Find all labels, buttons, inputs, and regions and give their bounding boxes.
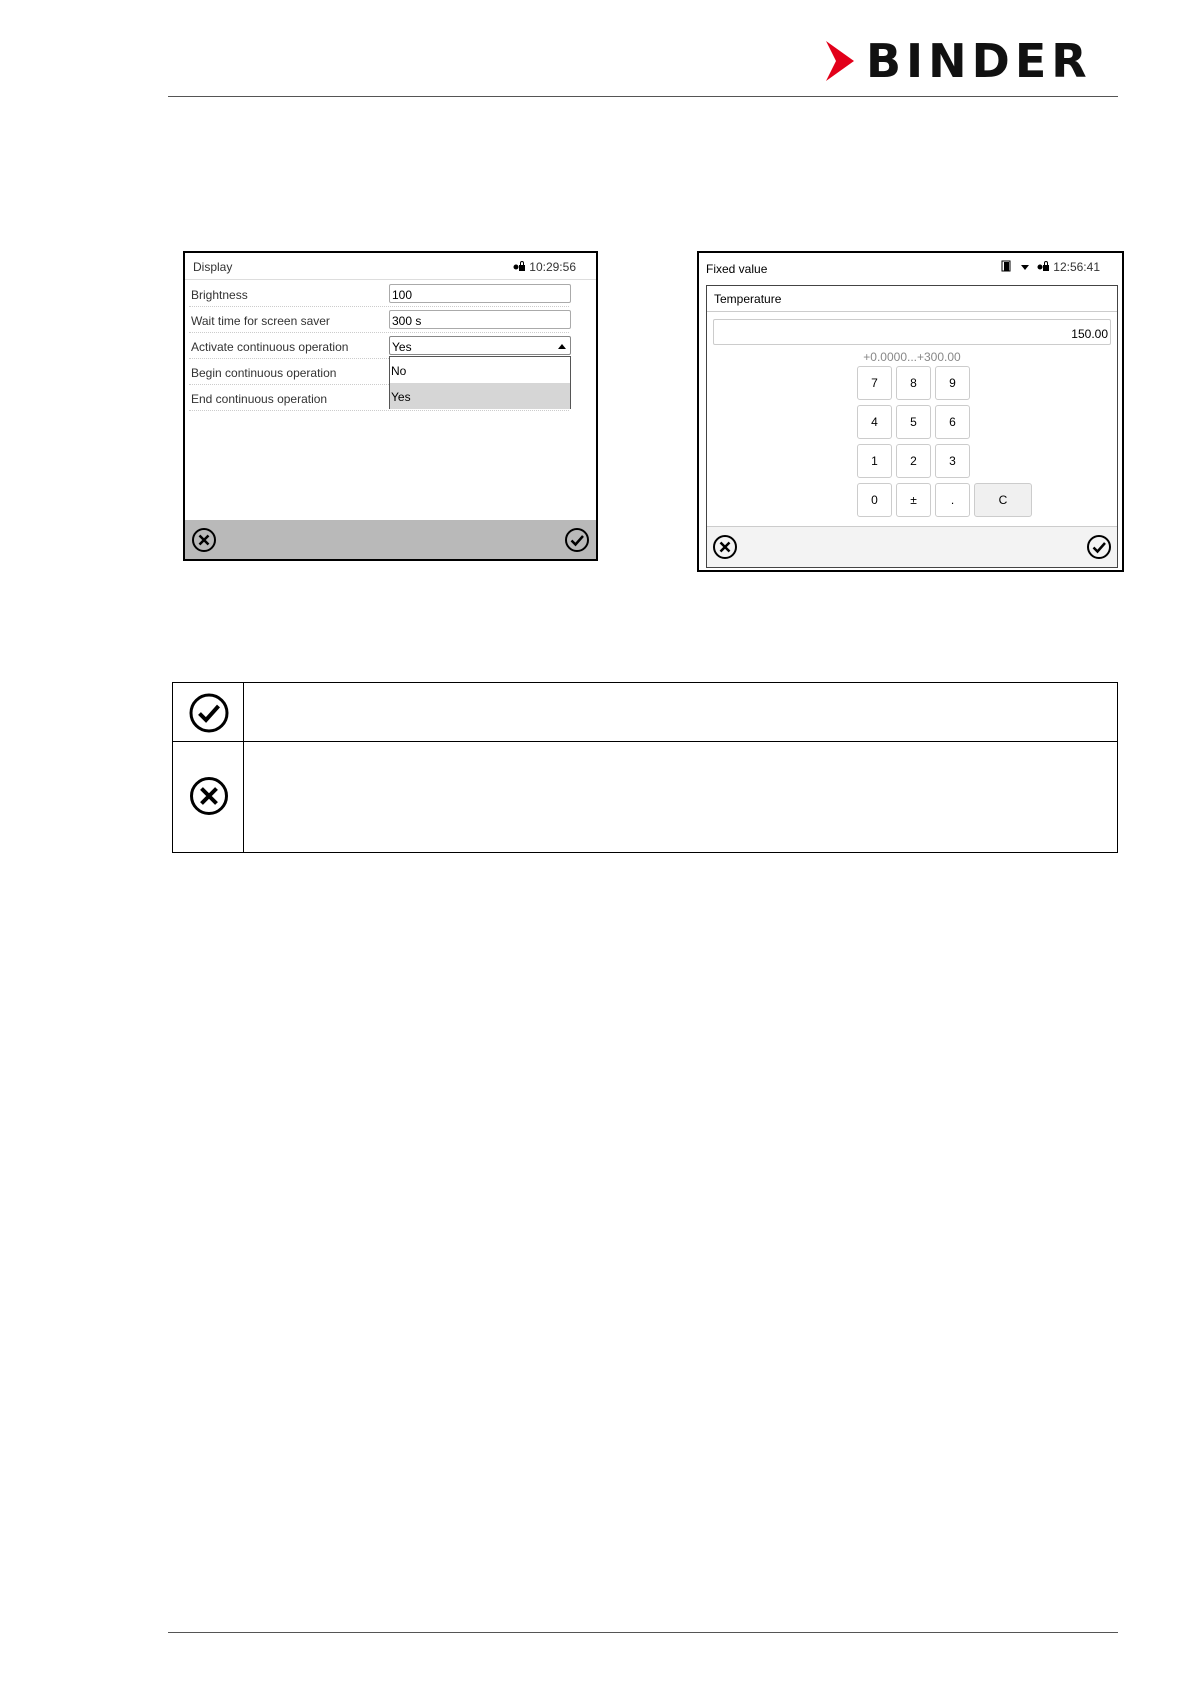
setting-label: Wait time for screen saver [191, 314, 330, 328]
keypad-key-plus-minus[interactable]: ± [896, 483, 931, 517]
keypad-key-8[interactable]: 8 [896, 366, 931, 400]
dropdown-option-no[interactable]: No [391, 364, 407, 378]
status-time [513, 260, 576, 274]
keypad-key-4[interactable]: 4 [857, 405, 892, 439]
user-lock-icon [513, 261, 526, 272]
screen-title: Display [193, 260, 233, 274]
door-icon [1001, 260, 1012, 272]
setting-label: Begin continuous operation [191, 366, 337, 380]
dropdown-option-yes[interactable]: Yes [390, 383, 570, 409]
binder-logo-mark [826, 41, 856, 81]
title-divider [185, 279, 596, 280]
setting-label: Brightness [191, 288, 248, 302]
clock-time: 10:29:56 [529, 260, 576, 274]
check-circle-icon [188, 692, 230, 734]
keypad-key-6[interactable]: 6 [935, 405, 970, 439]
x-circle-icon[interactable] [191, 527, 217, 553]
binder-logo [826, 34, 1116, 88]
value-entry-panel [706, 285, 1118, 568]
x-circle-icon[interactable] [712, 534, 738, 560]
setting-row-brightness [189, 282, 569, 307]
fixed-value-screen [697, 251, 1124, 572]
header-divider [168, 96, 1118, 97]
keypad-key-clear[interactable]: C [974, 483, 1032, 517]
display-settings-screen [183, 251, 598, 561]
keypad-key-0[interactable]: 0 [857, 483, 892, 517]
keypad-key-7[interactable]: 7 [857, 366, 892, 400]
setting-row-screensaver [189, 308, 569, 333]
screen-title: Fixed value [706, 262, 768, 276]
table-column-divider [243, 683, 244, 852]
brightness-input[interactable]: 100 [389, 284, 571, 303]
action-bar [185, 520, 596, 559]
value-range: +0.0000...+300.00 [863, 350, 961, 364]
check-circle-icon[interactable] [564, 527, 590, 553]
icon-legend-table [172, 682, 1118, 853]
keypad-key-2[interactable]: 2 [896, 444, 931, 478]
field-header [707, 286, 1117, 312]
keypad-key-3[interactable]: 3 [935, 444, 970, 478]
chevron-up-icon [558, 344, 566, 349]
setting-label: End continuous operation [191, 392, 328, 406]
setting-label: Activate continuous operation [191, 340, 349, 354]
table-row-divider [173, 741, 1117, 742]
clock-time: 12:56:41 [1053, 260, 1100, 274]
value-input[interactable]: 150.00 [713, 319, 1111, 345]
user-lock-icon [1037, 261, 1050, 272]
select-value: Yes [392, 340, 412, 354]
keypad-key-1[interactable]: 1 [857, 444, 892, 478]
status-area [1001, 260, 1100, 274]
x-circle-icon [189, 776, 229, 816]
field-label: Temperature [714, 292, 782, 306]
brand-name: BINDER [866, 34, 1092, 88]
check-circle-icon[interactable] [1086, 534, 1112, 560]
footer-divider [168, 1632, 1118, 1633]
keypad-key-decimal[interactable]: . [935, 483, 970, 517]
screensaver-wait-input[interactable]: 300 s [389, 310, 571, 329]
keypad-key-9[interactable]: 9 [935, 366, 970, 400]
action-bar [707, 526, 1117, 567]
activate-continuous-select[interactable] [389, 336, 571, 355]
keypad-key-5[interactable]: 5 [896, 405, 931, 439]
dropdown-list [389, 356, 571, 409]
chevron-down-icon[interactable] [1020, 263, 1030, 271]
